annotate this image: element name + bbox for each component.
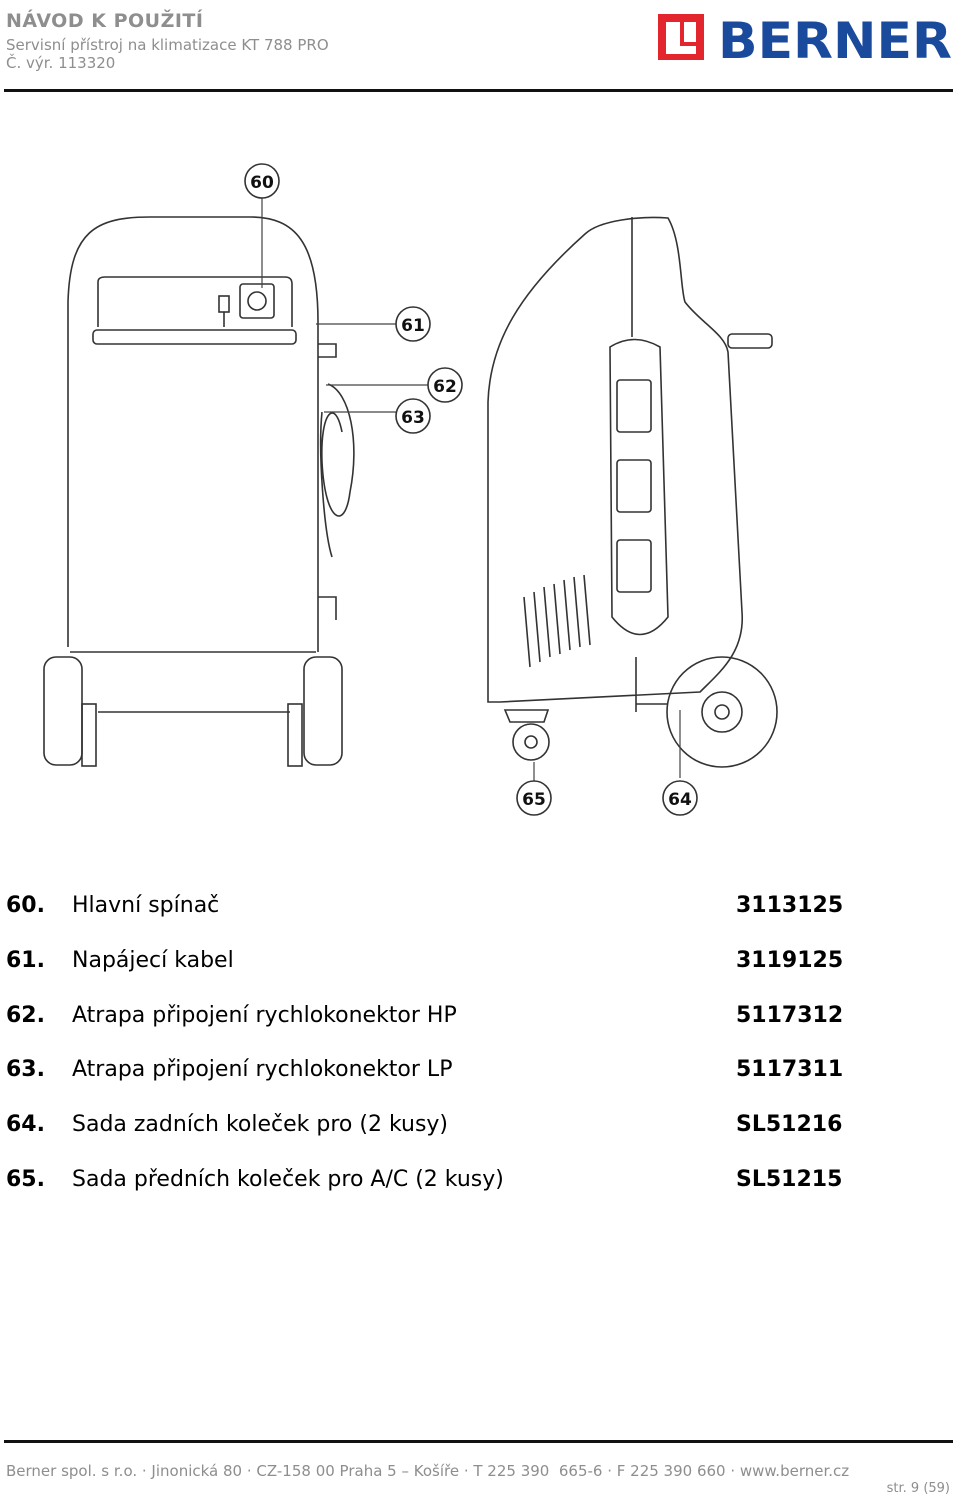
part-number: 65. bbox=[6, 1166, 45, 1192]
svg-text:65: 65 bbox=[522, 790, 546, 810]
document-subtitle: Servisní přístroj na klimatizace KT 788 PRO bbox=[6, 36, 329, 54]
header-rule bbox=[4, 89, 953, 92]
logo-text: BERNER bbox=[718, 12, 952, 66]
part-description: Sada zadních koleček pro (2 kusy) bbox=[72, 1112, 449, 1138]
part-number: 62. bbox=[6, 1002, 45, 1028]
part-code: 5117311 bbox=[736, 1057, 844, 1083]
front-body bbox=[68, 217, 318, 652]
callout-62 bbox=[428, 368, 462, 402]
main-switch-icon bbox=[240, 284, 274, 318]
berner-logo bbox=[658, 12, 954, 66]
part-description: Sada předních koleček pro A/C (2 kusy) bbox=[72, 1166, 504, 1192]
part-number: 63. bbox=[6, 1057, 45, 1083]
parts-list bbox=[6, 893, 906, 1222]
part-description: Napájecí kabel bbox=[72, 947, 234, 973]
callout-60 bbox=[245, 164, 279, 198]
callout-63 bbox=[396, 399, 430, 433]
part-code: 5117312 bbox=[736, 1002, 844, 1028]
part-number: 64. bbox=[6, 1112, 45, 1138]
document-title: NÁVOD K POUŽITÍ bbox=[6, 10, 204, 32]
footer-rule bbox=[4, 1440, 953, 1443]
svg-text:60: 60 bbox=[250, 173, 274, 193]
product-code: Č. výr. 113320 bbox=[6, 54, 116, 72]
part-number: 61. bbox=[6, 947, 45, 973]
svg-text:61: 61 bbox=[401, 316, 425, 336]
front-caster-icon bbox=[513, 724, 549, 760]
callout-61 bbox=[396, 307, 430, 341]
side-port-panel bbox=[610, 340, 668, 635]
part-code: SL51216 bbox=[736, 1112, 843, 1138]
part-code: 3119125 bbox=[736, 947, 844, 973]
part-code: SL51215 bbox=[736, 1166, 843, 1192]
part-code: 3113125 bbox=[736, 893, 844, 918]
callout-65 bbox=[517, 781, 551, 815]
part-row bbox=[6, 1112, 906, 1167]
part-row bbox=[6, 948, 906, 1003]
part-number: 60. bbox=[6, 893, 45, 918]
hose-icon bbox=[322, 384, 354, 516]
svg-text:64: 64 bbox=[668, 790, 692, 810]
front-right-wheel-icon bbox=[304, 657, 342, 765]
callout-64 bbox=[663, 781, 697, 815]
part-description: Atrapa připojení rychlokonektor HP bbox=[72, 1002, 457, 1028]
footer-address: Berner spol. s r.o. · Jinonická 80 · CZ-158 00 Praha 5 – Košíře · T 225 390 665-6 · F 225 390 660 · www.berner.cz bbox=[6, 1462, 850, 1480]
part-description: Hlavní spínač bbox=[72, 893, 220, 918]
svg-text:63: 63 bbox=[401, 408, 425, 428]
technical-drawing bbox=[0, 112, 960, 832]
part-row bbox=[6, 1167, 906, 1222]
front-left-wheel-icon bbox=[44, 657, 82, 765]
rear-wheel-icon bbox=[667, 657, 777, 767]
part-row bbox=[6, 1057, 906, 1112]
svg-text:62: 62 bbox=[433, 377, 457, 397]
page-number: str. 9 (59) bbox=[886, 1481, 950, 1496]
part-description: Atrapa připojení rychlokonektor LP bbox=[72, 1057, 453, 1083]
part-row bbox=[6, 893, 906, 948]
part-row bbox=[6, 1003, 906, 1058]
